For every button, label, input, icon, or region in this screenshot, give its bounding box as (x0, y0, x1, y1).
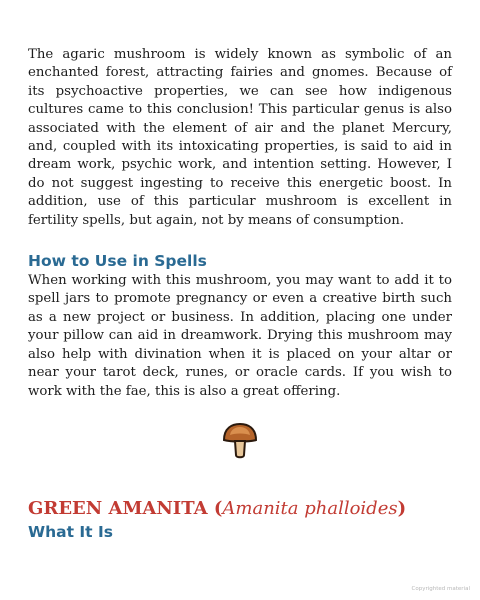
entry-title-green-amanita (28, 498, 452, 520)
copyright-watermark: Copyrighted material (411, 586, 470, 592)
section-heading-how-to-use: How to Use in Spells (28, 252, 207, 271)
book-page (28, 46, 452, 542)
mushroom-icon (220, 422, 260, 460)
section-heading-what-it-is: What It Is (28, 522, 113, 541)
section-divider (28, 422, 452, 460)
entry-title-common: GREEN AMANITA ( (28, 497, 223, 519)
intro-paragraph: The agaric mushroom is widely known as symbolic of an enchanted forest, attracting fairies and gnomes. Because of its psychoactive properties, we can see how indigenous cultures came to this conclusion! This particular genus is also associated with the element of air and the planet Mercury, and, coupled with its intoxicating properties, is said to aid in dream work, psychic work, and intention setting. However, I do not suggest ingesting to receive this energetic boost. In addition, use of this particular mushroom is excellent in fertility spells, but again, not by means of consumption. (28, 47, 452, 228)
entry-title-close: ) (397, 497, 407, 519)
entry-title-scientific: Amanita phalloides (222, 497, 398, 519)
spells-paragraph: When working with this mushroom, you may want to add it to spell jars to promote pregnancy or even a creative birth such as a new project or business. In addition, placing one under your pillow can aid in dreamwork. Drying this mushroom may also help with divination when it is placed on your altar or near your tarot deck, runes, or oracle cards. If you wish to work with the fae, this is also a great offering. (28, 273, 452, 399)
